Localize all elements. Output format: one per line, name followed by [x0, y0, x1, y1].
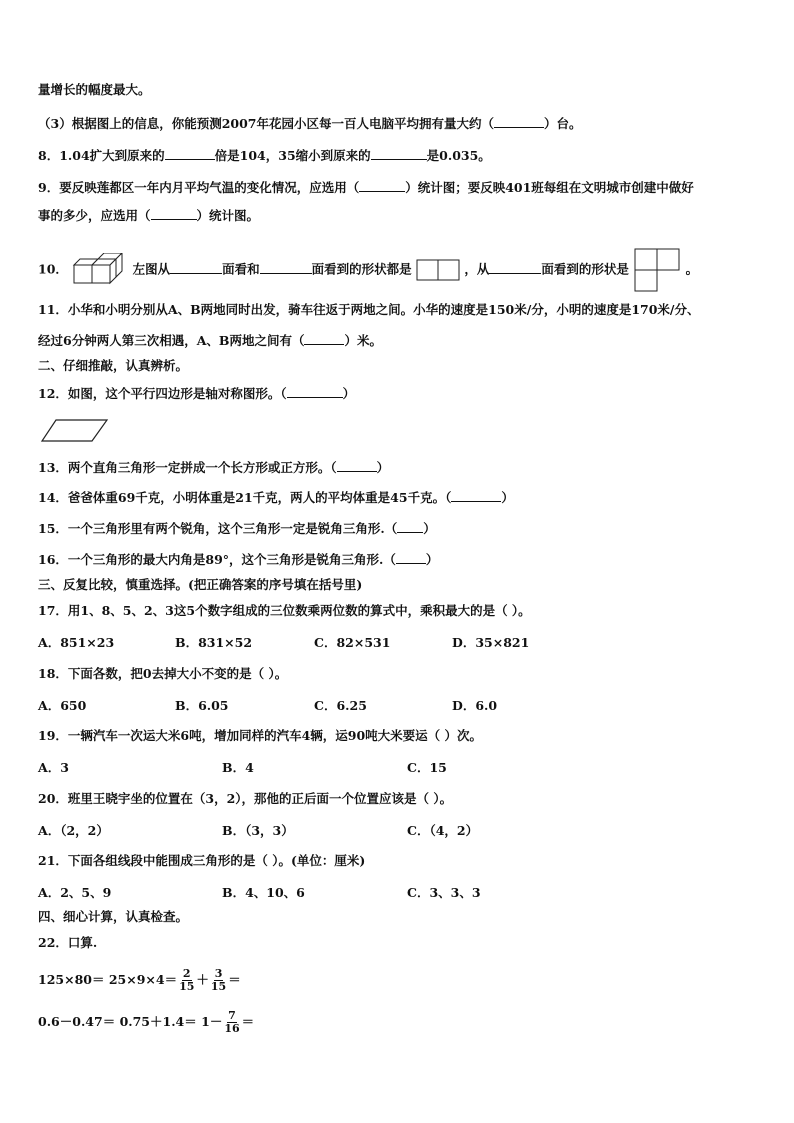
question-21: 21．下面各组线段中能围成三角形的是（ ）。(单位：厘米) — [38, 853, 366, 868]
question-14: 14．爸爸体重69千克，小明体重是21千克，两人的平均体重是45千克。（ ） — [38, 490, 514, 505]
answer-blank[interactable] — [287, 384, 343, 398]
option-a[interactable]: A．2、5、9 — [38, 885, 112, 900]
answer-blank[interactable] — [489, 260, 541, 274]
question-12: 12．如图，这个平行四边形是轴对称图形。（ ） — [38, 386, 356, 401]
answer-blank[interactable] — [396, 550, 426, 564]
question-11: 11．小华和小明分别从A、B两地同时出发，骑车往返于两地之间。小华的速度是150米/分，小明的速度是170米/分、 — [38, 302, 700, 317]
question-10: 10． 左图从 面看和 面看到的形状都是 ，从 面看到的形状是 。 — [38, 247, 698, 293]
fraction: $\frac{3}{15}$ — [210, 967, 227, 993]
question-9: 9．要反映莲都区一年内月平均气温的变化情况，应选用（ ）统计图；要反映401班每组在文明城市创建中做好 — [38, 180, 694, 195]
option-a[interactable]: A．（2，2） — [38, 823, 109, 838]
answer-blank[interactable] — [397, 519, 423, 533]
option-a[interactable]: A．650 — [38, 698, 87, 713]
parallelogram-figure — [40, 418, 110, 444]
answer-blank[interactable] — [337, 458, 377, 472]
fraction: $\frac{7}{16}$ — [224, 1009, 240, 1035]
answer-blank[interactable] — [165, 146, 215, 160]
question-16: 16．一个三角形的最大内角是89°，这个三角形是锐角三角形.（ ） — [38, 552, 439, 567]
option-b[interactable]: B．4、10、6 — [222, 885, 305, 900]
option-c[interactable]: C．82×531 — [314, 635, 391, 650]
option-b[interactable]: B．6.05 — [175, 698, 229, 713]
question-17: 17．用1、8、5、2、3这5个数字组成的三位数乘两位数的算式中，乘积最大的是（ ）。 — [38, 603, 531, 618]
option-b[interactable]: B．（3，3） — [222, 823, 294, 838]
question-13: 13．两个直角三角形一定拼成一个长方形或正方形。（ ） — [38, 460, 390, 475]
question-19: 19．一辆汽车一次运大米6吨，增加同样的汽车4辆，运90吨大米要运（ ）次。 — [38, 728, 483, 743]
option-d[interactable]: D．35×821 — [452, 635, 530, 650]
section-4-heading: 四、细心计算，认真检查。 — [38, 909, 189, 924]
calc-row-2: 0.6－0.47＝ 0.75＋1.4＝ 1－ $\frac{7}{16}$ ＝ — [38, 1009, 255, 1035]
l-shape-figure — [633, 247, 681, 293]
section-2-heading: 二、仔细推敲，认真辨析。 — [38, 358, 189, 373]
answer-blank[interactable] — [371, 146, 427, 160]
two-squares-figure — [416, 258, 460, 282]
option-a[interactable]: A．3 — [38, 760, 69, 775]
section-3-heading: 三、反复比较，慎重选择。(把正确答案的序号填在括号里) — [38, 577, 363, 592]
answer-blank[interactable] — [304, 331, 344, 345]
answer-blank[interactable] — [151, 206, 197, 220]
cube-stack-figure — [72, 253, 128, 287]
question-7-3: （3）根据图上的信息，你能预测2007年花园小区每一百人电脑平均拥有量大约（ ）台。 — [38, 116, 582, 131]
answer-blank[interactable] — [170, 260, 222, 274]
option-c[interactable]: C．6.25 — [314, 698, 367, 713]
answer-blank[interactable] — [260, 260, 312, 274]
question-15: 15．一个三角形里有两个锐角，这个三角形一定是锐角三角形.（ ） — [38, 521, 436, 536]
option-b[interactable]: B．4 — [222, 760, 254, 775]
fraction: $\frac{2}{15}$ — [179, 967, 195, 993]
question-11-cont: 经过6分钟两人第三次相遇，A、B两地之间有（ ）米。 — [38, 333, 382, 348]
option-c[interactable]: C．（4，2） — [407, 823, 479, 838]
question-22: 22．口算. — [38, 935, 98, 950]
option-d[interactable]: D．6.0 — [452, 698, 498, 713]
question-18: 18．下面各数，把0去掉大小不变的是（ ）。 — [38, 666, 288, 681]
answer-blank[interactable] — [359, 178, 405, 192]
answer-blank[interactable] — [494, 114, 544, 128]
calc-row-1: 125×80＝ 25×9×4＝ $\frac{2}{15}$ ＋ $\frac{3}{15}$ ＝ — [38, 967, 241, 993]
option-b[interactable]: B．831×52 — [175, 635, 253, 650]
option-a[interactable]: A．851×23 — [38, 635, 115, 650]
question-20: 20．班里王晓宇坐的位置在（3，2），那他的正后面一个位置应该是（ ）。 — [38, 791, 453, 806]
option-c[interactable]: C．15 — [407, 760, 447, 775]
question-8: 8．1.04扩大到原来的 倍是104，35缩小到原来的 是0.035。 — [38, 148, 491, 163]
question-9-cont: 事的多少，应选用（ ）统计图。 — [38, 208, 260, 223]
option-c[interactable]: C．3、3、3 — [407, 885, 481, 900]
answer-blank[interactable] — [451, 488, 501, 502]
text-line: 量增长的幅度最大。 — [38, 82, 151, 97]
